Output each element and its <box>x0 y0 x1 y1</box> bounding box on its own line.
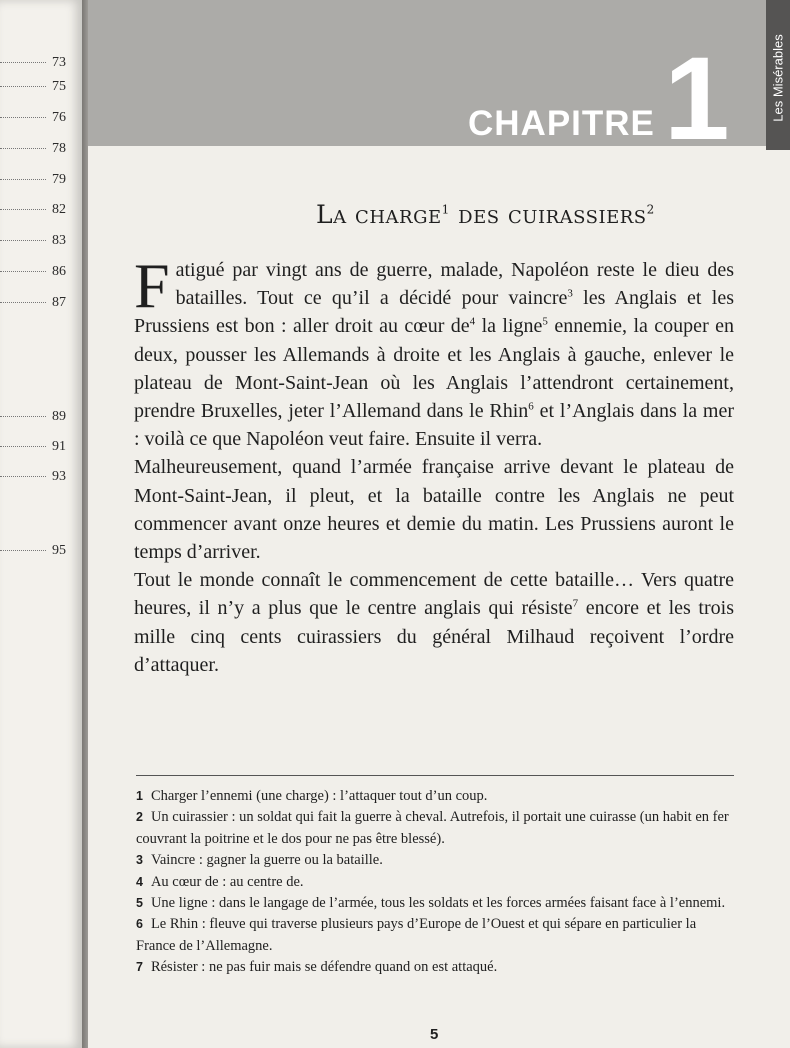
footnote-ref: 6 <box>528 400 534 413</box>
text-run: encore et les trois mille cinq cents cuirassiers du général Milhaud reçoivent l’ordre d’attaquer. <box>134 597 734 676</box>
side-tab-label: Les Misérables <box>770 34 786 122</box>
toc-page-number: 95 <box>52 543 66 558</box>
footnote-text: Au cœur de : au centre de. <box>150 873 304 890</box>
toc-page-number: 82 <box>52 202 66 217</box>
toc-page-number: 87 <box>52 295 66 310</box>
text-run: les Anglais et les Prussiens est bon : aller droit au cœur de <box>134 287 734 338</box>
chapter-number: 1 <box>664 33 730 165</box>
footnote <box>136 957 736 978</box>
toc-page-number: 86 <box>52 264 66 279</box>
toc-page-number: 89 <box>52 409 66 424</box>
footnote-number: 7 <box>136 960 143 975</box>
toc-page-number: 93 <box>52 469 66 484</box>
chapter-body <box>134 250 735 679</box>
footnote-ref: 4 <box>469 315 476 328</box>
toc-entry <box>0 79 66 95</box>
toc-page-number: 83 <box>52 233 66 248</box>
footnote <box>136 850 736 871</box>
footnote-text: Charger l’ennemi (une charge) : l’attaquer tout d’un coup. <box>150 788 488 804</box>
footnote <box>136 786 736 807</box>
title-text: des cuirassiers <box>449 200 647 229</box>
footnote-ref: 3 <box>567 287 573 300</box>
toc-entry <box>0 202 66 218</box>
footnote-ref: 7 <box>572 597 579 610</box>
footnote <box>136 914 736 957</box>
footnote-ref: 5 <box>542 315 548 328</box>
footnote-number: 4 <box>136 874 143 889</box>
footnote-divider <box>136 775 734 776</box>
title-footnote-ref: 2 <box>646 202 655 217</box>
title-footnote-ref: 1 <box>441 202 450 217</box>
toc-entry <box>0 110 66 126</box>
footnotes <box>136 786 736 979</box>
footnote-number: 3 <box>136 853 143 868</box>
footnote-text: Un cuirassier : un soldat qui fait la guerre à cheval. Autrefois, il portait une cuirasse (un habit en fer couvrant la poitrine et le dos pour ne pas être blessé). <box>136 809 729 847</box>
text-run: ennemie, la couper en deux, pousser les Allemands à droite et les Anglais à gauche, enlever le plateau de Mont-Saint-Jean où les Anglais l’attendront certainement, prendre Bruxelles, jeter l’Allemand dans le Rhin <box>134 315 735 423</box>
footnote-number: 2 <box>136 810 143 825</box>
paragraph <box>134 566 734 679</box>
footnote-number: 5 <box>136 896 143 911</box>
paragraph: Malheureusement, quand l’armée française arrive devant le plateau de Mont-Saint-Jean, il pleut, et la bataille contre les Anglais ne peut commencer avant onze heures et demie du matin. Les Prussiens auront le temps d’arriver. <box>134 456 734 564</box>
toc-entry <box>0 409 66 425</box>
footnote <box>136 872 736 893</box>
footnote <box>136 893 736 914</box>
toc-page-number: 76 <box>52 110 66 125</box>
toc-entry <box>0 141 66 157</box>
toc-entry <box>0 55 66 71</box>
footnote-text: Résister : ne pas fuir mais se défendre quand on est attaqué. <box>150 959 498 976</box>
paragraph-text <box>134 250 735 451</box>
toc-entry <box>0 469 66 485</box>
footnote-number: 6 <box>136 917 143 932</box>
text-run: atigué par vingt ans de guerre, malade, Napoléon reste le dieu des batailles. Tout ce qu’il a décidé pour vaincre <box>175 259 734 310</box>
chapter-title <box>316 200 655 229</box>
text-run: et l’Anglais dans la mer : voilà ce que Napoléon veut faire. Ensuite il verra. <box>134 400 734 451</box>
footnote-number: 1 <box>136 789 143 803</box>
text-run: la ligne <box>475 315 543 338</box>
toc-entry <box>0 264 66 280</box>
toc-entry <box>0 295 66 311</box>
toc-page-number: 75 <box>52 79 66 94</box>
page-number: 5 <box>430 1026 439 1043</box>
toc-entry <box>0 439 66 455</box>
chapter-label: CHAPITRE <box>468 104 655 143</box>
title-text: La charge <box>316 200 442 229</box>
footnote-text: Vaincre : gagner la guerre ou la bataille. <box>150 852 383 869</box>
toc-page-number: 73 <box>52 55 66 70</box>
text-run: Tout le monde connaît le commencement de cette bataille… Vers quatre heures, il n’y a plus que le centre anglais qui résiste <box>134 569 734 620</box>
paragraph <box>134 250 735 453</box>
footnote <box>136 807 736 850</box>
toc-page-number: 91 <box>52 439 66 454</box>
toc-page-number: 79 <box>52 172 66 187</box>
toc-entry <box>0 233 66 249</box>
footnote-text: Le Rhin : fleuve qui traverse plusieurs pays d’Europe de l’Ouest et qui sépare en particulier la France de l’Allemagne. <box>136 916 697 954</box>
drop-cap: F <box>134 250 170 321</box>
toc-entry <box>0 172 66 188</box>
toc-page-number: 78 <box>52 141 66 156</box>
footnote-text: Une ligne : dans le langage de l’armée, tous les soldats et les forces armées faisant face à l’ennemi. <box>150 895 726 912</box>
toc-entry <box>0 543 66 559</box>
previous-page <box>0 0 82 1048</box>
